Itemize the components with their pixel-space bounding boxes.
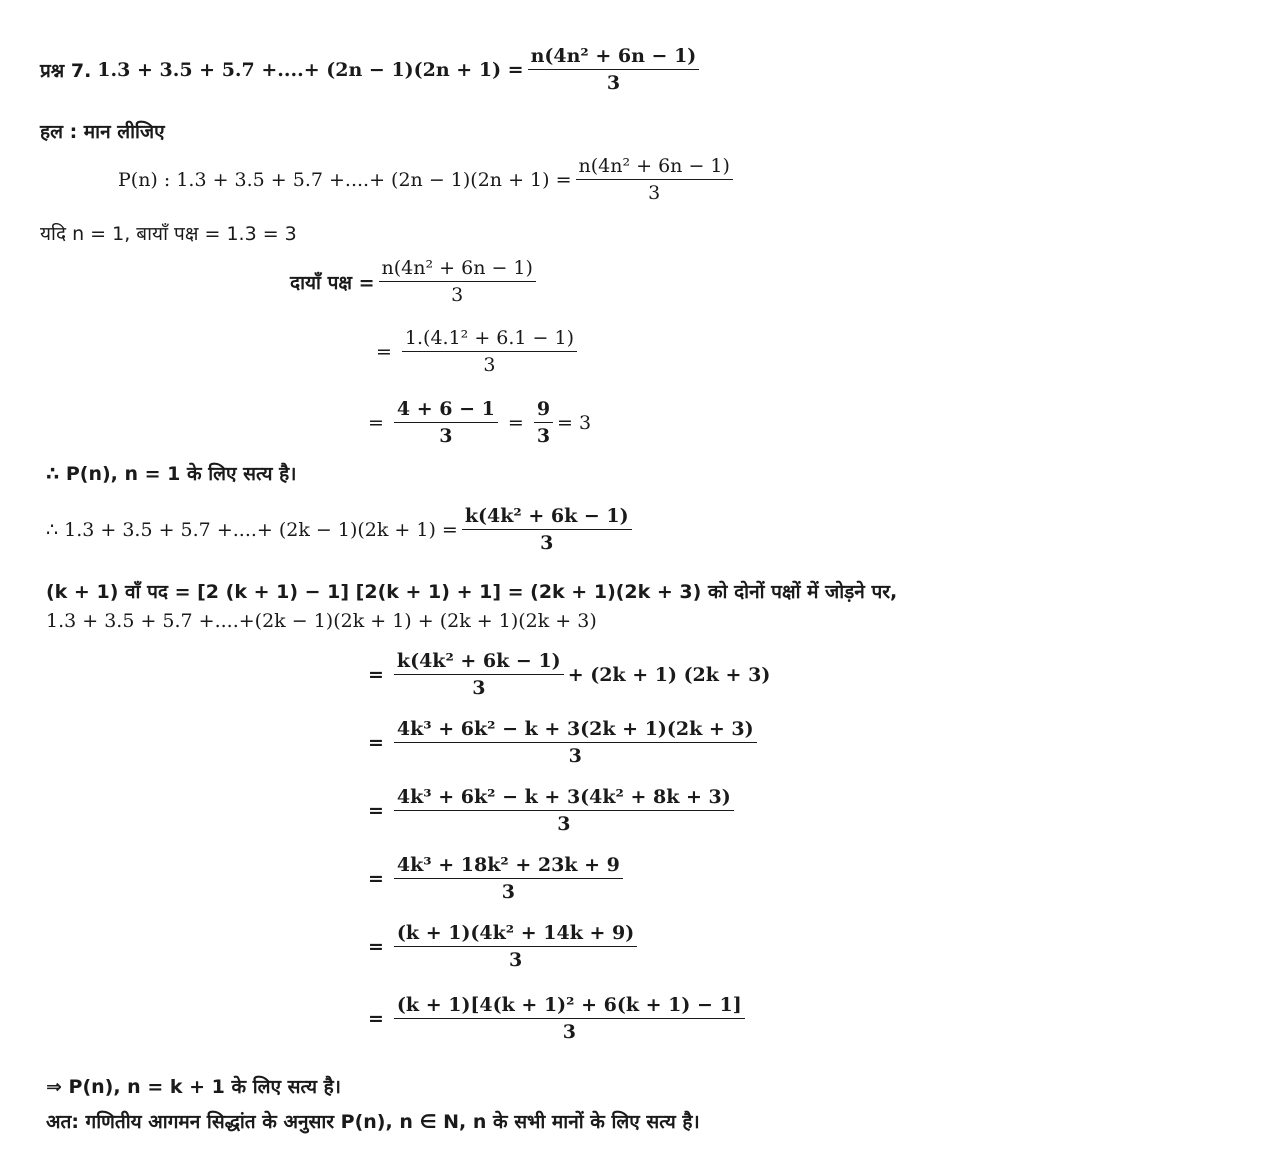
rhs-label: दायाँ पक्ष =	[290, 271, 375, 294]
sum-line: 1.3 + 3.5 + 5.7 +....+(2k − 1)(2k + 1) + (2k + 1)(2k + 3)	[46, 610, 597, 632]
step-5: = $\frac{\text{(k + 1)(4k² + 14k + 9)}}{3}$	[362, 922, 641, 971]
p1-true: ∴ P(n), n = 1 के लिए सत्य है।	[46, 463, 297, 485]
solution-intro: हल : मान लीजिए	[40, 121, 165, 143]
assume-pk	[46, 505, 636, 554]
question-lhs: 1.3 + 3.5 + 5.7 +....+ (2n − 1)(2n + 1) =	[97, 58, 524, 81]
rhs-step-3: = $\frac{4 + 6 - 1}{3}$ = $\frac{9}{3}$ = 3	[368, 398, 592, 447]
implies-line: ⇒ P(n), n = k + 1 के लिए सत्य है।	[46, 1076, 341, 1098]
question-line	[40, 45, 703, 94]
kplus1-term: (k + 1) वाँ पद = [2 (k + 1) − 1] [2(k + 1) + 1] = (2k + 1)(2k + 3) को दोनों पक्षों में जोड़ने पर,	[46, 581, 898, 603]
question-numerator: n(4n² + 6n − 1)	[528, 45, 700, 70]
rhs-step-1: दायाँ पक्ष = $\frac{\text{n(4n² + 6n − 1)}}{3}$	[290, 257, 540, 306]
question-denominator: 3	[606, 72, 621, 94]
step-3: = $\frac{\text{4k³ + 6k² − k + 3(4k² + 8k + 3)}}{3}$	[362, 786, 738, 835]
step-6: = $\frac{\text{(k + 1)[4(k + 1)² + 6(k + 1) − 1]}}{3}$	[362, 994, 749, 1043]
assume-fraction: $\frac{\text{k(4k² + 6k − 1)}}{3}$	[462, 505, 632, 554]
pn-fraction: $\frac{\text{n(4n² + 6n − 1)}}{3}$	[576, 155, 733, 204]
conclusion: अत: गणितीय आगमन सिद्धांत के अनुसार P(n), n ∈ N, n के सभी मानों के लिए सत्य है।	[46, 1111, 700, 1133]
question-fraction	[528, 45, 700, 94]
assume-lhs: ∴ 1.3 + 3.5 + 5.7 +....+ (2k − 1)(2k + 1) =	[46, 518, 458, 541]
pn-lhs: P(n) : 1.3 + 3.5 + 5.7 +....+ (2n − 1)(2n + 1) =	[118, 168, 572, 191]
step-2: = $\frac{\text{4k³ + 6k² − k + 3(2k + 1)(2k + 3)}}{3}$	[362, 718, 761, 767]
question-label: प्रश्न 7.	[40, 59, 92, 82]
pn-statement	[118, 155, 737, 204]
step-1: = $\frac{\text{k(4k² + 6k − 1)}}{3}$ + (2k + 1) (2k + 3)	[368, 650, 771, 699]
base-case: यदि n = 1, बायाँ पक्ष = 1.3 = 3	[40, 223, 297, 245]
rhs-step-2: = $\frac{\text{1.(4.1² + 6.1 − 1)}}{3}$	[370, 327, 581, 376]
step-4: = $\frac{\text{4k³ + 18k² + 23k + 9}}{3}$	[362, 854, 627, 903]
